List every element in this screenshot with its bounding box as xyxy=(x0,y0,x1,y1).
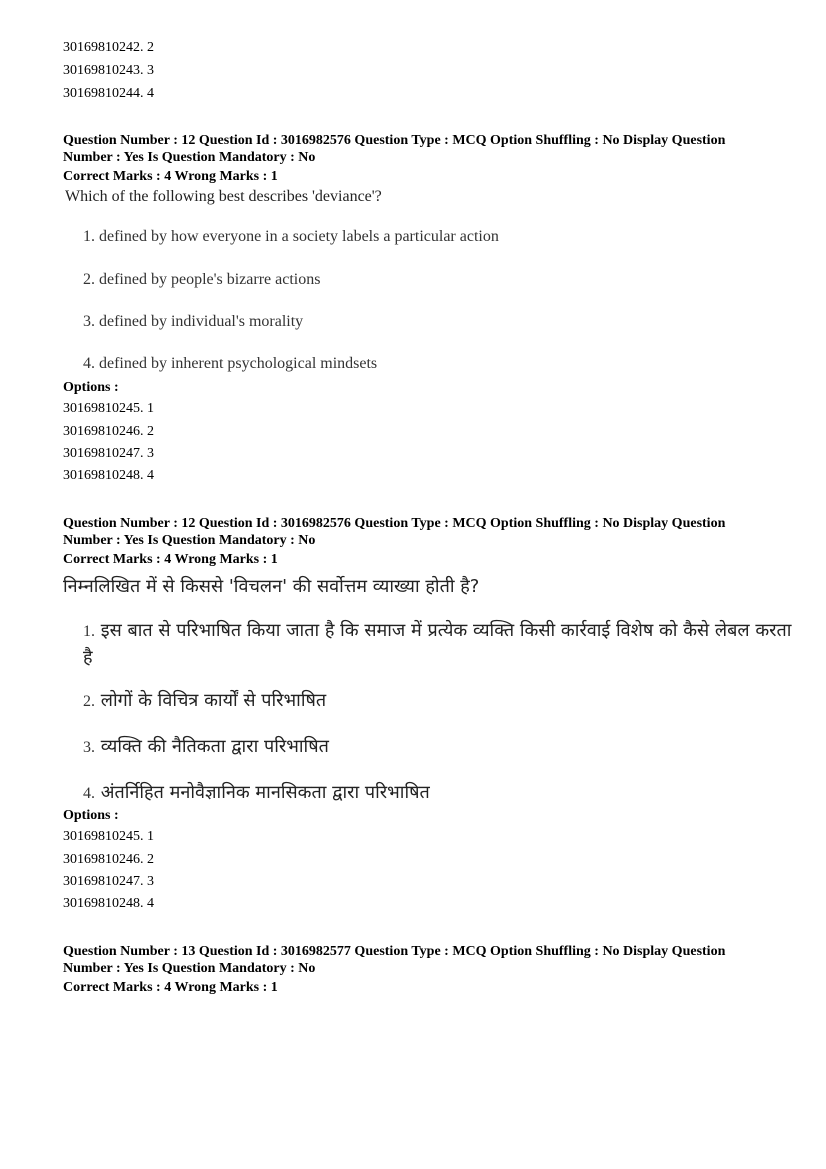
answer-choice: 3. व्यक्ति की नैतिकता द्वारा परिभाषित xyxy=(83,736,329,757)
option-line: 30169810247. 3 xyxy=(63,874,154,889)
answer-choice: 1. defined by how everyone in a society labels a particular action xyxy=(83,228,499,245)
question-marks: Correct Marks : 4 Wrong Marks : 1 xyxy=(63,980,278,995)
option-line: 30169810248. 4 xyxy=(63,896,154,911)
option-line: 30169810247. 3 xyxy=(63,446,154,461)
answer-choice: 4. अंतर्निहित मनोवैज्ञानिक मानसिकता द्वारा परिभाषित xyxy=(83,782,430,803)
question-meta: Question Number : 12 Question Id : 3016982576 Question Type : MCQ Option Shuffling : No Display Question Number : Yes Is Question Mandatory : No xyxy=(63,516,726,548)
option-line: 30169810248. 4 xyxy=(63,468,154,483)
options-label: Options : xyxy=(63,808,119,823)
option-line: 30169810244. 4 xyxy=(63,86,154,101)
question-text: निम्नलिखित में से किससे 'विचलन' की सर्वोत्तम व्याख्या होती है? xyxy=(63,576,480,597)
options-label: Options : xyxy=(63,380,119,395)
answer-choice: 2. defined by people's bizarre actions xyxy=(83,271,321,288)
answer-choice: 2. लोगों के विचित्र कार्यों से परिभाषित xyxy=(83,690,327,711)
question-meta: Question Number : 12 Question Id : 3016982576 Question Type : MCQ Option Shuffling : No Display Question Number : Yes Is Question Mandatory : No xyxy=(63,133,726,165)
option-line: 30169810245. 1 xyxy=(63,829,154,844)
question-marks: Correct Marks : 4 Wrong Marks : 1 xyxy=(63,169,278,184)
question-text: Which of the following best describes 'deviance'? xyxy=(65,188,382,205)
option-line: 30169810243. 3 xyxy=(63,63,154,78)
option-line: 30169810246. 2 xyxy=(63,424,154,439)
option-line: 30169810245. 1 xyxy=(63,401,154,416)
answer-choice: 1. इस बात से परिभाषित किया जाता है कि समाज में प्रत्येक व्यक्ति किसी कार्रवाई विशेष को कैसे लेबल करता है xyxy=(83,620,792,668)
question-meta: Question Number : 13 Question Id : 3016982577 Question Type : MCQ Option Shuffling : No Display Question Number : Yes Is Question Mandatory : No xyxy=(63,944,726,976)
option-line: 30169810242. 2 xyxy=(63,40,154,55)
answer-choice: 3. defined by individual's morality xyxy=(83,313,304,330)
option-line: 30169810246. 2 xyxy=(63,852,154,867)
answer-choice: 4. defined by inherent psychological mindsets xyxy=(83,355,378,372)
question-marks: Correct Marks : 4 Wrong Marks : 1 xyxy=(63,552,278,567)
